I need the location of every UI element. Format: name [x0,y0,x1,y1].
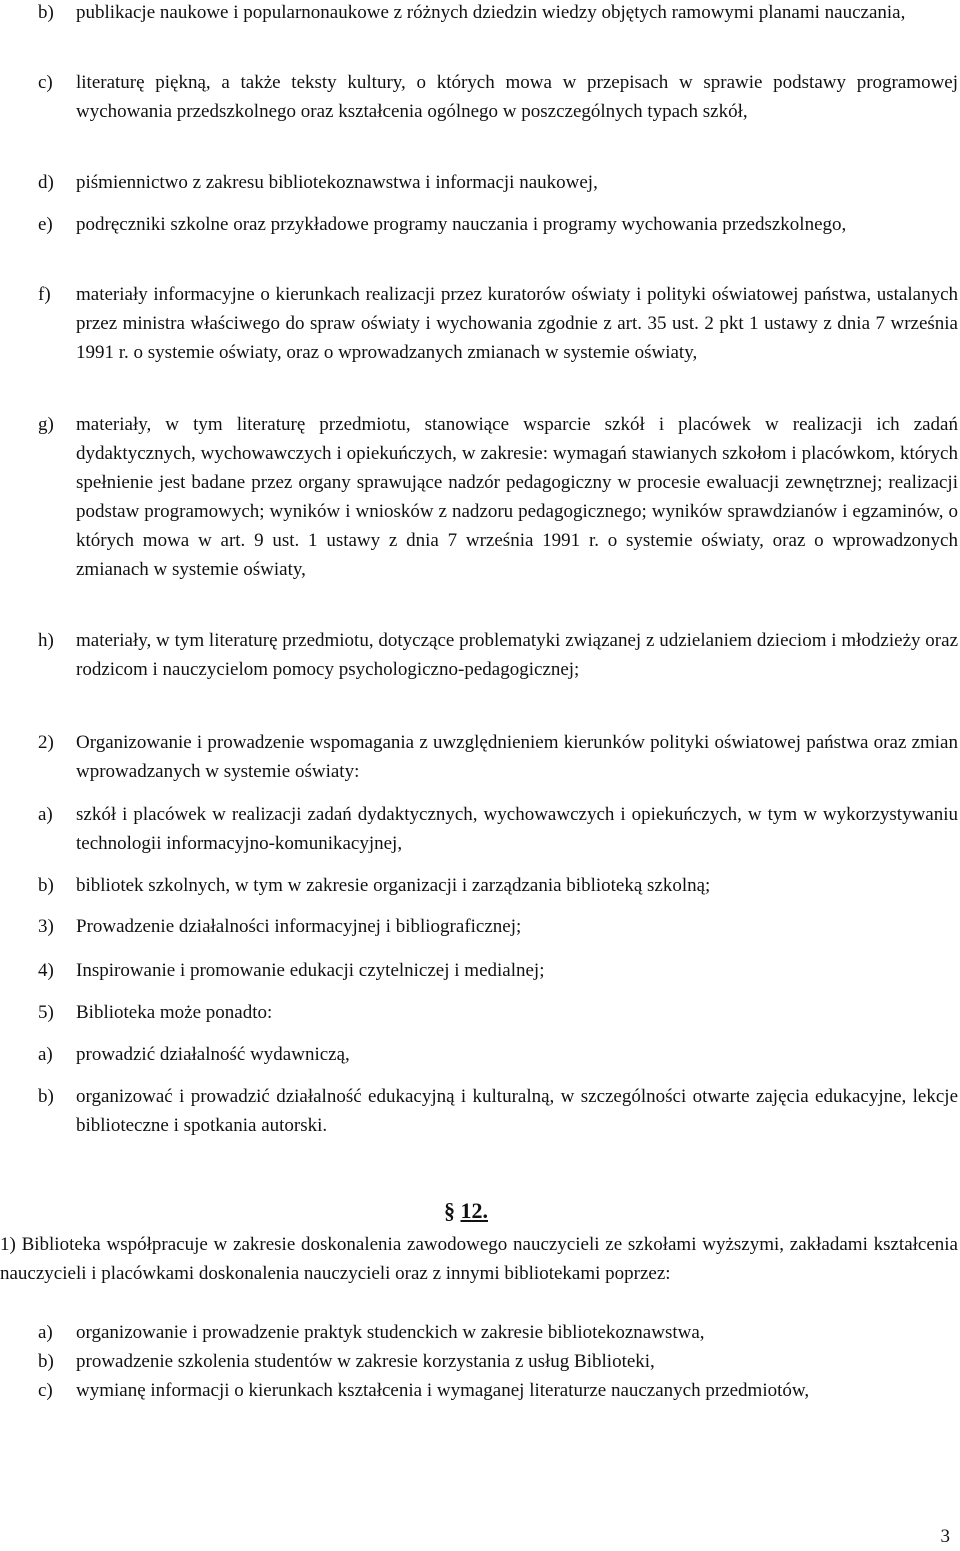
list-marker: d) [38,172,54,193]
list-marker: h) [38,630,54,651]
section-heading [444,1195,488,1227]
list-marker: a) [38,1044,53,1065]
list-item-text: bibliotek szkolnych, w tym w zakresie organizacji i zarządzania biblioteką szkolną; [76,875,711,896]
list-marker: g) [38,414,54,435]
list-item-text: materiały informacyjne o kierunkach realizacji przez kuratorów oświaty i polityki oświatowej państwa, ustalanych przez ministra właściwego do spraw oświaty i wychowania zgodnie z art. 35 ust. 2 pkt 1 ustawy z dnia 7 września 1991 r. o systemie oświaty, oraz o wprowadzanych zmianach w systemie oświaty, [76,284,958,363]
list-marker: b) [38,875,54,896]
list-item-text: publikacje naukowe i popularnonaukowe z różnych dziedzin wiedzy objętych ramowymi planami nauczania, [76,2,906,23]
list-marker: c) [38,1380,53,1401]
list-item-text: organizowanie i prowadzenie praktyk studenckich w zakresie bibliotekoznawstwa, [76,1322,705,1343]
list-item-text: piśmiennictwo z zakresu bibliotekoznawstwa i informacji naukowej, [76,172,598,193]
list-item-text: literaturę piękną, a także teksty kultury, o których mowa w przepisach w sprawie podstawy programowej wychowania przedszkolnego oraz kształcenia ogólnego w poszczególnych typach szkół, [76,72,958,122]
list-item-text: prowadzenie szkolenia studentów w zakresie korzystania z usług Biblioteki, [76,1351,655,1372]
section-symbol: § [444,1198,455,1223]
list-item [38,998,958,1027]
list-item-text: Prowadzenie działalności informacyjnej i bibliograficznej; [76,916,522,937]
list-marker: b) [38,1086,54,1107]
list-marker: 2) [38,732,54,753]
list-item [38,1376,958,1405]
list-marker: f) [38,284,51,305]
list-item [38,871,958,900]
list-item [38,800,958,858]
list-item [38,410,958,584]
list-marker: a) [38,1322,53,1343]
list-item [38,1318,958,1347]
list-item [38,1082,958,1140]
list-marker: b) [38,2,54,23]
list-item [38,168,958,197]
list-item [38,0,958,27]
list-item [38,912,958,941]
list-item [38,728,958,786]
list-item [38,1347,958,1376]
list-item-text: prowadzić działalność wydawniczą, [76,1044,350,1065]
list-item [38,280,958,367]
list-item [38,1040,958,1069]
list-marker: b) [38,1351,54,1372]
list-item-text: wymianę informacji o kierunkach kształcenia i wymaganej literaturze nauczanych przedmiotów, [76,1380,810,1401]
list-marker: 5) [38,1002,54,1023]
list-item-text: podręczniki szkolne oraz przykładowe programy nauczania i programy wychowania przedszkolnego, [76,214,847,235]
list-item-text: Organizowanie i prowadzenie wspomagania z uwzględnieniem kierunków polityki oświatowej państwa oraz zmian wprowadzanych w systemie oświaty: [76,732,958,782]
list-item [38,626,958,684]
list-marker: 3) [38,916,54,937]
list-item-text: materiały, w tym literaturę przedmiotu, stanowiące wsparcie szkół i placówek w realizacji ich zadań dydaktycznych, wychowawczych i opiekuńczych, w zakresie: wymagań stawianych szkołom i placówkom, których spełnienie jest badane przez organy sprawujące nadzór pedagogiczny w procesie ewaluacji zewnętrznej; realizacji podstaw programowych; wyników i wniosków z nadzoru pedagogicznego; wyników sprawdzianów i egzaminów, o których mowa w art. 9 ust. 1 ustawy z dnia 7 września 1991 r. o systemie oświaty, oraz o wprowadzonych zmianach w systemie oświaty, [76,414,958,580]
page-number: 3 [940,1526,950,1547]
list-item-text: materiały, w tym literaturę przedmiotu, dotyczące problematyki związanej z udzielaniem dzieciom i młodzieży oraz rodzicom i nauczycielom pomocy psychologiczno-pedagogicznej; [76,630,958,680]
list-marker: 4) [38,960,54,981]
list-marker: e) [38,214,53,235]
section-intro-paragraph: 1) Biblioteka współpracuje w zakresie doskonalenia zawodowego nauczycieli ze szkołami wyższymi, zakładami kształcenia nauczycieli i placówkami doskonalenia nauczycieli oraz z innymi bibliotekami poprzez: [0,1234,958,1284]
list-item-text: Biblioteka może ponadto: [76,1002,273,1023]
list-item-text: Inspirowanie i promowanie edukacji czytelniczej i medialnej; [76,960,545,981]
list-item [38,210,958,239]
list-marker: c) [38,72,53,93]
list-item [38,956,958,985]
list-item [38,68,958,126]
section-number: 12. [460,1198,488,1223]
list-item-text: organizować i prowadzić działalność edukacyjną i kulturalną, w szczególności otwarte zajęcia edukacyjne, lekcje biblioteczne i spotkania autorski. [76,1086,958,1136]
list-item-text: szkół i placówek w realizacji zadań dydaktycznych, wychowawczych i opiekuńczych, w tym w wykorzystywaniu technologii informacyjno-komunikacyjnej, [76,804,958,854]
list-marker: a) [38,804,53,825]
